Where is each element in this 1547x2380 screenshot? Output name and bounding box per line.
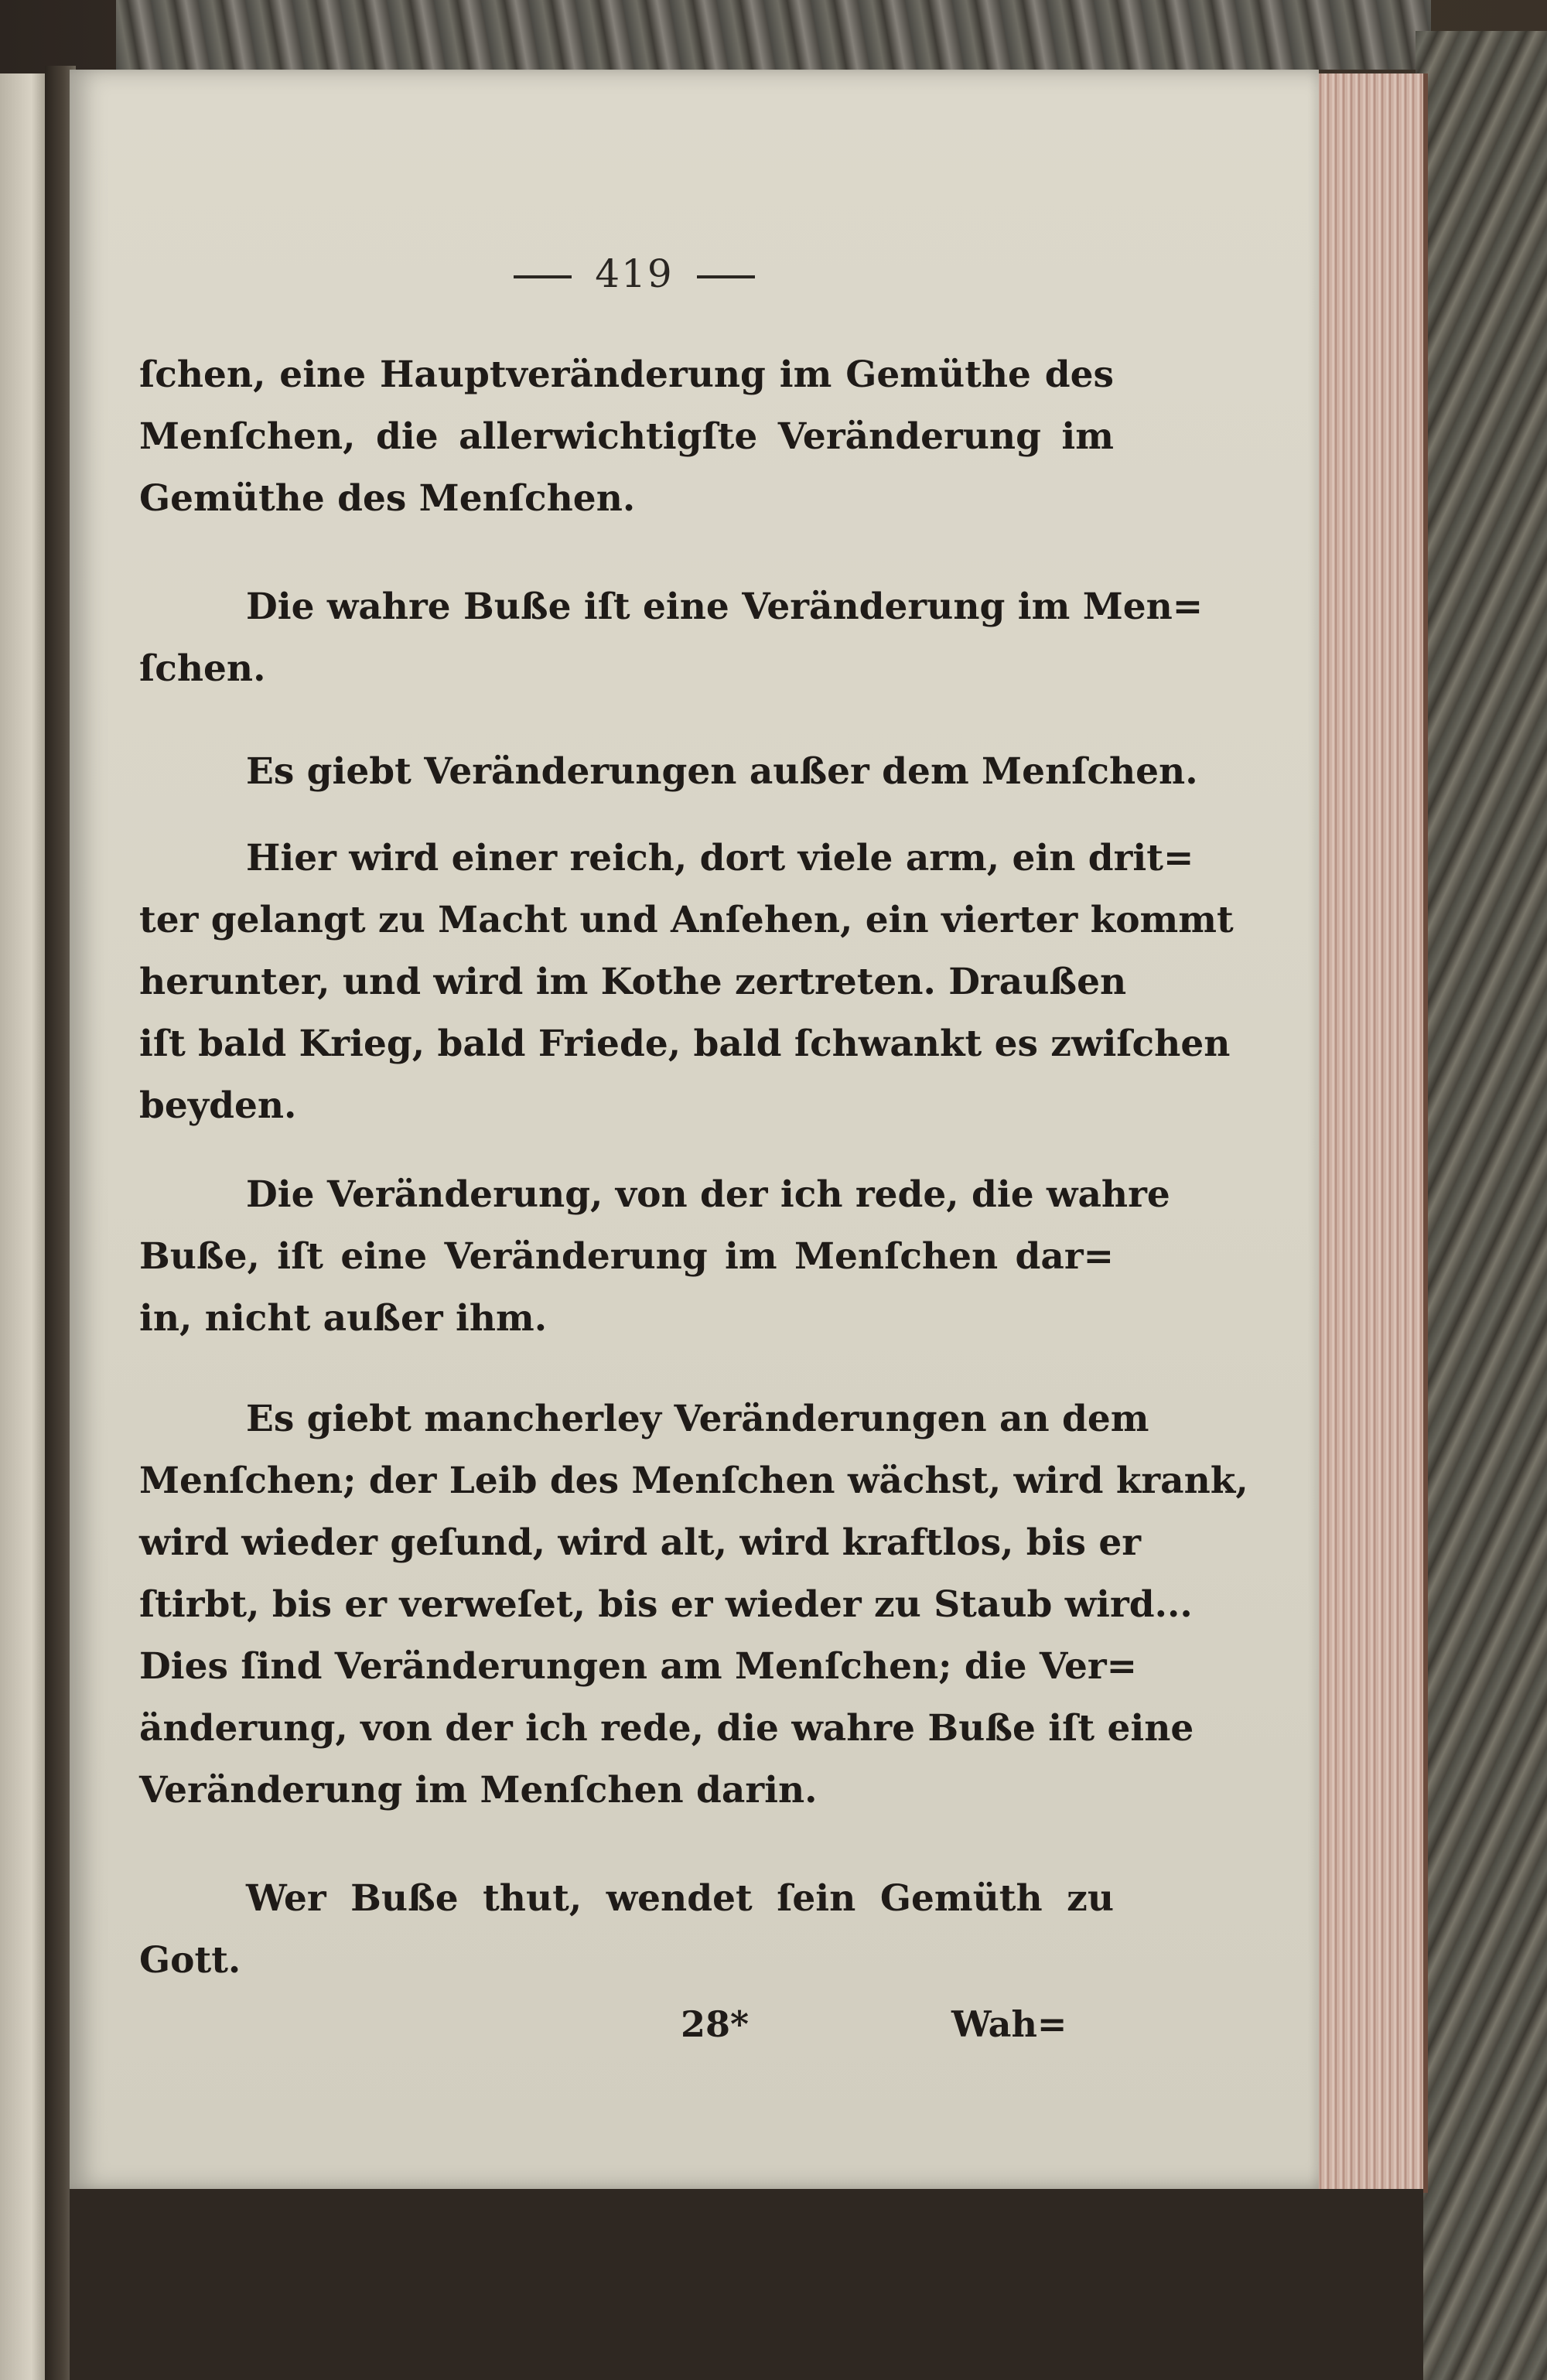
paragraph-2 [139, 576, 1204, 700]
text-line: Veränderung im Menſchen darin. [139, 1769, 818, 1811]
page-block-edges [1307, 73, 1428, 2193]
paragraph-3 [139, 741, 1198, 803]
text-line: Gemüthe des Menſchen. [139, 477, 636, 520]
text-line: Menſchen, die allerwichtigſte Veränderung im [139, 415, 1114, 458]
header-dash-right [697, 275, 755, 278]
text-line: Die Veränderung, von der ich rede, die wahre [246, 1173, 1170, 1216]
lower-shadow [70, 2189, 1423, 2380]
text-line: Buße, iſt eine Veränderung im Menſchen dar= [139, 1235, 1114, 1278]
text-line: Es giebt mancherley Veränderungen an dem [246, 1398, 1149, 1440]
text-line: Es giebt Veränderungen außer dem Menſchen. [246, 750, 1198, 793]
text-line: Wer Buße thut, wendet ſein Gemüth zu [246, 1877, 1114, 1920]
text-line: beyden. [139, 1084, 297, 1127]
text-line: herunter, und wird im Kothe zertreten. Draußen [139, 961, 1127, 1003]
paragraph-4 [139, 828, 1234, 1137]
text-line: in, nicht außer ihm. [139, 1297, 548, 1340]
text-line: Dies ſind Veränderungen am Menſchen; die Ver= [139, 1645, 1138, 1688]
page-number: 419 [595, 251, 674, 296]
paragraph-6 [139, 1388, 1248, 1822]
text-line: Die wahre Buße iſt eine Veränderung im Men= [246, 586, 1204, 628]
text-line: ter gelangt zu Macht und Anſehen, ein vierter kommt [139, 899, 1234, 941]
text-line: wird wieder geſund, wird alt, wird kraftlos, bis er [139, 1521, 1141, 1564]
text-line: ſchen, eine Hauptveränderung im Gemüthe des [139, 353, 1114, 396]
marbled-top-edge [116, 0, 1431, 70]
signature-mark: 28* [681, 2003, 750, 2045]
text-line: ſchen. [139, 647, 266, 690]
text-line: Menſchen; der Leib des Menſchen wächst, wird krank, [139, 1460, 1248, 1502]
header-dash-left [514, 275, 572, 278]
catchword: Wah= [951, 2003, 1067, 2045]
paragraph-1 [139, 344, 1114, 530]
previous-page-edge [0, 73, 45, 2380]
text-line: Gott. [139, 1939, 241, 1982]
text-line: iſt bald Krieg, bald Friede, bald ſchwankt es zwiſchen [139, 1023, 1231, 1065]
marbled-side-edge [1416, 31, 1547, 2380]
page-header [480, 251, 789, 296]
text-line: ſtirbt, bis er verweſet, bis er wieder zu Staub wird... [139, 1583, 1193, 1626]
text-line: Hier wird einer reich, dort viele arm, ein drit= [246, 837, 1194, 879]
text-line: änderung, von der ich rede, die wahre Buße iſt eine [139, 1707, 1194, 1750]
paragraph-5 [139, 1164, 1170, 1350]
paragraph-7 [139, 1868, 1114, 1992]
